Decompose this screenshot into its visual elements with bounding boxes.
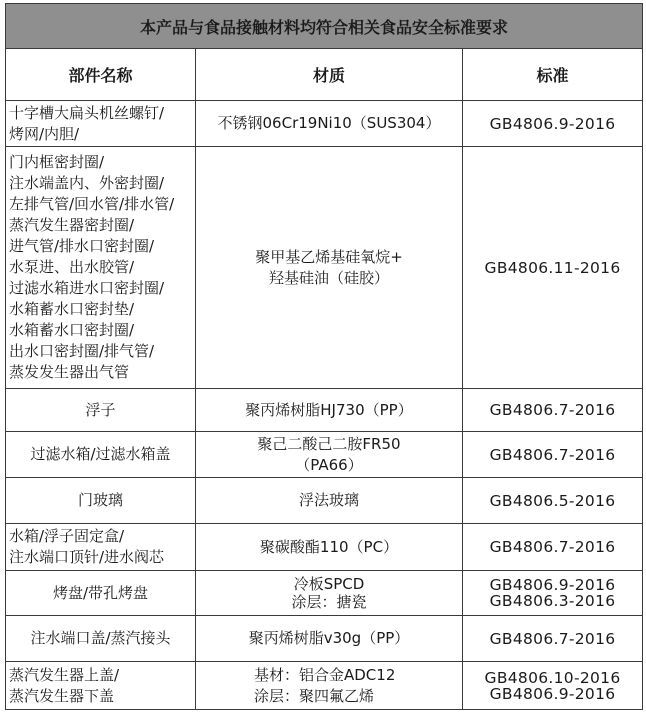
food-contact-materials-sheet bbox=[5, 3, 642, 710]
part-cell-line: 蒸汽发生器密封圈/ bbox=[9, 216, 135, 234]
standard-cell-line: GB4806.10-2016 bbox=[484, 668, 621, 687]
part-cell bbox=[6, 571, 196, 616]
header-part: 部件名称 bbox=[6, 49, 196, 101]
part-cell-line: 门内框密封圈/ bbox=[9, 153, 105, 171]
materials-table bbox=[5, 3, 643, 710]
part-cell-line: 十字槽大扁头机丝螺钉/ bbox=[9, 103, 165, 122]
material-cell-line: 涂层：搪瓷 bbox=[291, 593, 367, 611]
part-cell bbox=[6, 432, 196, 478]
table-row bbox=[6, 524, 643, 571]
part-cell bbox=[6, 389, 196, 432]
standard-cell-line: GB4806.7-2016 bbox=[489, 445, 616, 464]
part-cell-line: 烤网/内胆/ bbox=[9, 124, 80, 143]
part-cell bbox=[6, 101, 196, 147]
material-cell-line: 浮法玻璃 bbox=[298, 491, 359, 509]
header-row bbox=[6, 49, 643, 101]
standard-cell-line: GB4806.3-2016 bbox=[489, 592, 616, 610]
standard-cell bbox=[463, 524, 643, 571]
part-cell-line: 水泵进、出水胶管/ bbox=[9, 258, 135, 276]
table-row bbox=[6, 662, 643, 710]
material-cell bbox=[196, 478, 463, 524]
material-cell bbox=[196, 147, 463, 389]
header-material: 材质 bbox=[196, 49, 463, 101]
part-cell-line: 过滤水箱进水口密封圈/ bbox=[9, 279, 165, 297]
material-cell-line: 聚甲基乙烯基硅氧烷+ bbox=[255, 247, 403, 266]
material-cell bbox=[196, 389, 463, 432]
table-row bbox=[6, 389, 643, 432]
title-row bbox=[6, 4, 643, 49]
part-cell-line: 过滤水箱/过滤水箱盖 bbox=[30, 445, 171, 463]
table-row bbox=[6, 432, 643, 478]
standard-cell-line: GB4806.9-2016 bbox=[489, 114, 616, 133]
part-cell-line: 注水端口顶针/进水阀芯 bbox=[9, 548, 165, 566]
part-cell-line: 水箱/浮子固定盒/ bbox=[9, 527, 125, 545]
material-cell bbox=[196, 101, 463, 147]
standard-cell-line: GB4806.7-2016 bbox=[489, 401, 616, 419]
part-cell bbox=[6, 147, 196, 389]
table-row bbox=[6, 101, 643, 147]
table-title: 本产品与食品接触材料均符合相关食品安全标准要求 bbox=[6, 4, 643, 49]
material-cell-line: 聚丙烯树脂HJ730（PP） bbox=[245, 400, 413, 419]
standard-cell bbox=[463, 101, 643, 147]
part-cell-line: 注水端盖内、外密封圈/ bbox=[9, 174, 165, 192]
part-cell-line: 蒸发发生器出气管 bbox=[9, 363, 130, 381]
part-cell-line: 门玻璃 bbox=[77, 491, 123, 509]
standard-cell bbox=[463, 389, 643, 432]
material-cell-line: 羟基硅油（硅胶） bbox=[268, 268, 389, 287]
material-cell bbox=[196, 616, 463, 662]
material-cell-line: （PA66） bbox=[295, 455, 363, 474]
part-cell-line: 浮子 bbox=[85, 400, 116, 419]
standard-cell bbox=[463, 616, 643, 662]
header-standard: 标准 bbox=[463, 49, 643, 101]
standard-cell bbox=[463, 571, 643, 616]
standard-cell-line: GB4806.11-2016 bbox=[484, 258, 621, 277]
part-cell-line: 注水端口盖/蒸汽接头 bbox=[30, 629, 171, 647]
table-row bbox=[6, 571, 643, 616]
standard-cell bbox=[463, 662, 643, 710]
part-cell bbox=[6, 478, 196, 524]
material-cell bbox=[196, 571, 463, 616]
standard-cell bbox=[463, 147, 643, 389]
standard-cell bbox=[463, 432, 643, 478]
standard-cell-line: GB4806.9-2016 bbox=[489, 576, 616, 594]
part-cell bbox=[6, 662, 196, 710]
material-cell-line: 冷板SPCD bbox=[293, 575, 365, 593]
table-body bbox=[6, 101, 643, 710]
material-cell-line: 基材：铝合金ADC12 bbox=[254, 665, 396, 684]
table-row bbox=[6, 616, 643, 662]
part-cell-line: 蒸汽发生器上盖/ bbox=[9, 665, 120, 684]
material-cell bbox=[196, 432, 463, 478]
part-cell bbox=[6, 524, 196, 571]
standard-cell bbox=[463, 478, 643, 524]
standard-cell-line: GB4806.7-2016 bbox=[489, 538, 616, 556]
table-row bbox=[6, 147, 643, 389]
material-cell bbox=[196, 662, 463, 710]
material-cell-line: 聚丙烯树脂v30g（PP） bbox=[248, 629, 410, 647]
part-cell bbox=[6, 616, 196, 662]
standard-cell-line: GB4806.7-2016 bbox=[489, 629, 616, 648]
material-cell-line: 不锈钢06Cr19Ni10（SUS304） bbox=[217, 114, 441, 132]
part-cell-line: 烤盘/带孔烤盘 bbox=[52, 583, 149, 602]
part-cell-line: 出水口密封圈/排气管/ bbox=[9, 342, 155, 360]
material-cell-line: 涂层：聚四氟乙烯 bbox=[254, 686, 375, 705]
table-row bbox=[6, 478, 643, 524]
part-cell-line: 水箱蓄水口密封圈/ bbox=[9, 321, 135, 339]
material-cell-line: 聚己二酸己二胺FR50 bbox=[257, 434, 401, 453]
part-cell-line: 左排气管/回水管/排水管/ bbox=[9, 195, 175, 213]
material-cell-line: 聚碳酸酯110（PC） bbox=[259, 537, 399, 556]
standard-cell-line: GB4806.9-2016 bbox=[489, 684, 616, 703]
part-cell-line: 进气管/排水口密封圈/ bbox=[9, 237, 155, 255]
material-cell bbox=[196, 524, 463, 571]
standard-cell-line: GB4806.5-2016 bbox=[489, 491, 616, 510]
part-cell-line: 水箱蓄水口密封垫/ bbox=[9, 300, 135, 318]
part-cell-line: 蒸汽发生器下盖 bbox=[9, 686, 115, 705]
